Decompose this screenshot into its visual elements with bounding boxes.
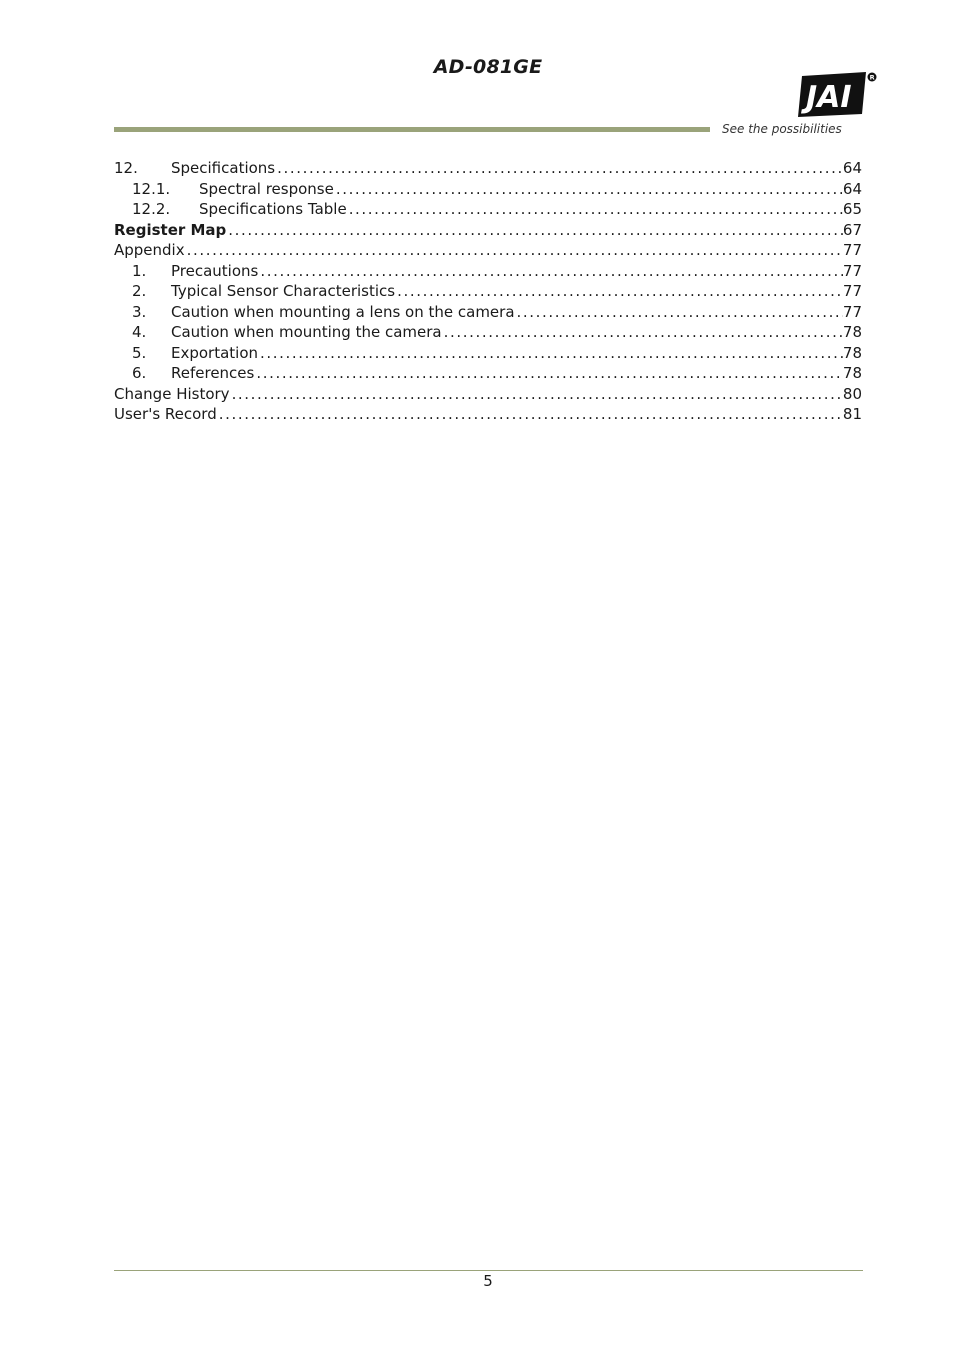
- toc-dot-leader: [232, 384, 843, 405]
- svg-text:JAI: JAI: [806, 80, 852, 115]
- toc-dot-leader: [277, 158, 843, 179]
- toc-entry[interactable]: [114, 220, 862, 241]
- toc-dot-leader: [397, 281, 843, 302]
- toc-entry-label: Change History: [114, 384, 230, 403]
- toc-entry[interactable]: [114, 281, 862, 302]
- toc-entry[interactable]: [114, 240, 862, 261]
- toc-entry-page: 77: [842, 241, 862, 259]
- toc-dot-leader: [256, 363, 843, 384]
- toc-entry-number: 2.: [132, 282, 147, 300]
- toc-entry[interactable]: [114, 363, 862, 384]
- toc-entry-label: References: [171, 364, 255, 382]
- toc-entry[interactable]: [114, 302, 862, 323]
- svg-text:R: R: [869, 73, 875, 82]
- toc-entry-page: 81: [842, 405, 862, 423]
- toc-entry[interactable]: [114, 179, 862, 200]
- tagline: See the possibilities: [722, 122, 842, 136]
- toc-dot-leader: [517, 302, 843, 323]
- toc-entry-number: 5.: [132, 343, 147, 362]
- toc-entry-number: 6.: [132, 364, 147, 382]
- toc-entry-label: Register Map: [114, 220, 227, 239]
- toc-dot-leader: [260, 261, 843, 282]
- toc-entry-label: Precautions: [171, 261, 259, 280]
- toc-entry-label: Appendix: [114, 241, 185, 259]
- toc-dot-leader: [228, 220, 843, 241]
- toc-entry-number: 3.: [132, 302, 147, 321]
- toc-entry-label: Specifications: [171, 159, 276, 177]
- jai-logo: [796, 70, 878, 120]
- toc-entry-label: Exportation: [171, 343, 259, 362]
- toc-entry-label: Spectral response: [199, 179, 334, 198]
- toc-entry-page: 80: [842, 384, 862, 403]
- toc-dot-leader: [336, 179, 843, 200]
- toc-entry[interactable]: [114, 404, 862, 425]
- toc-entry-label: Typical Sensor Characteristics: [171, 282, 396, 300]
- header-rule: [114, 127, 710, 132]
- toc-entry[interactable]: [114, 343, 862, 364]
- toc-dot-leader: [260, 343, 843, 364]
- toc-entry-number: 12.2.: [132, 200, 171, 218]
- table-of-contents: [114, 158, 862, 425]
- footer-rule: [114, 1270, 863, 1271]
- toc-entry[interactable]: [114, 384, 862, 405]
- page-number: 5: [483, 1272, 493, 1290]
- toc-entry-number: 1.: [132, 261, 147, 280]
- toc-entry-label: Specifications Table: [199, 200, 347, 218]
- toc-entry-page: 78: [842, 364, 862, 382]
- toc-entry-page: 64: [842, 179, 862, 198]
- toc-entry[interactable]: [114, 261, 862, 282]
- toc-dot-leader: [219, 404, 843, 425]
- toc-entry[interactable]: [114, 199, 862, 220]
- toc-entry-page: 77: [842, 261, 862, 280]
- toc-entry-number: 4.: [132, 323, 147, 341]
- toc-dot-leader: [349, 199, 843, 220]
- toc-dot-leader: [444, 322, 843, 343]
- toc-entry-page: 64: [842, 159, 862, 177]
- toc-entry[interactable]: [114, 158, 862, 179]
- toc-entry-page: 77: [842, 302, 862, 321]
- toc-entry-label: Caution when mounting the camera: [171, 323, 442, 341]
- toc-entry-page: 78: [842, 343, 862, 362]
- document-title: AD-081GE: [433, 56, 543, 78]
- toc-entry[interactable]: [114, 322, 862, 343]
- toc-entry-page: 65: [842, 200, 862, 218]
- toc-entry-page: 77: [842, 282, 862, 300]
- toc-entry-label: User's Record: [114, 405, 217, 423]
- jai-logo-icon: [796, 70, 878, 120]
- toc-entry-label: Caution when mounting a lens on the camera: [171, 302, 515, 321]
- toc-entry-number: 12.: [114, 159, 138, 177]
- toc-entry-number: 12.1.: [132, 179, 171, 198]
- toc-dot-leader: [187, 240, 843, 261]
- toc-entry-page: 78: [842, 323, 862, 341]
- toc-entry-page: 67: [842, 220, 862, 239]
